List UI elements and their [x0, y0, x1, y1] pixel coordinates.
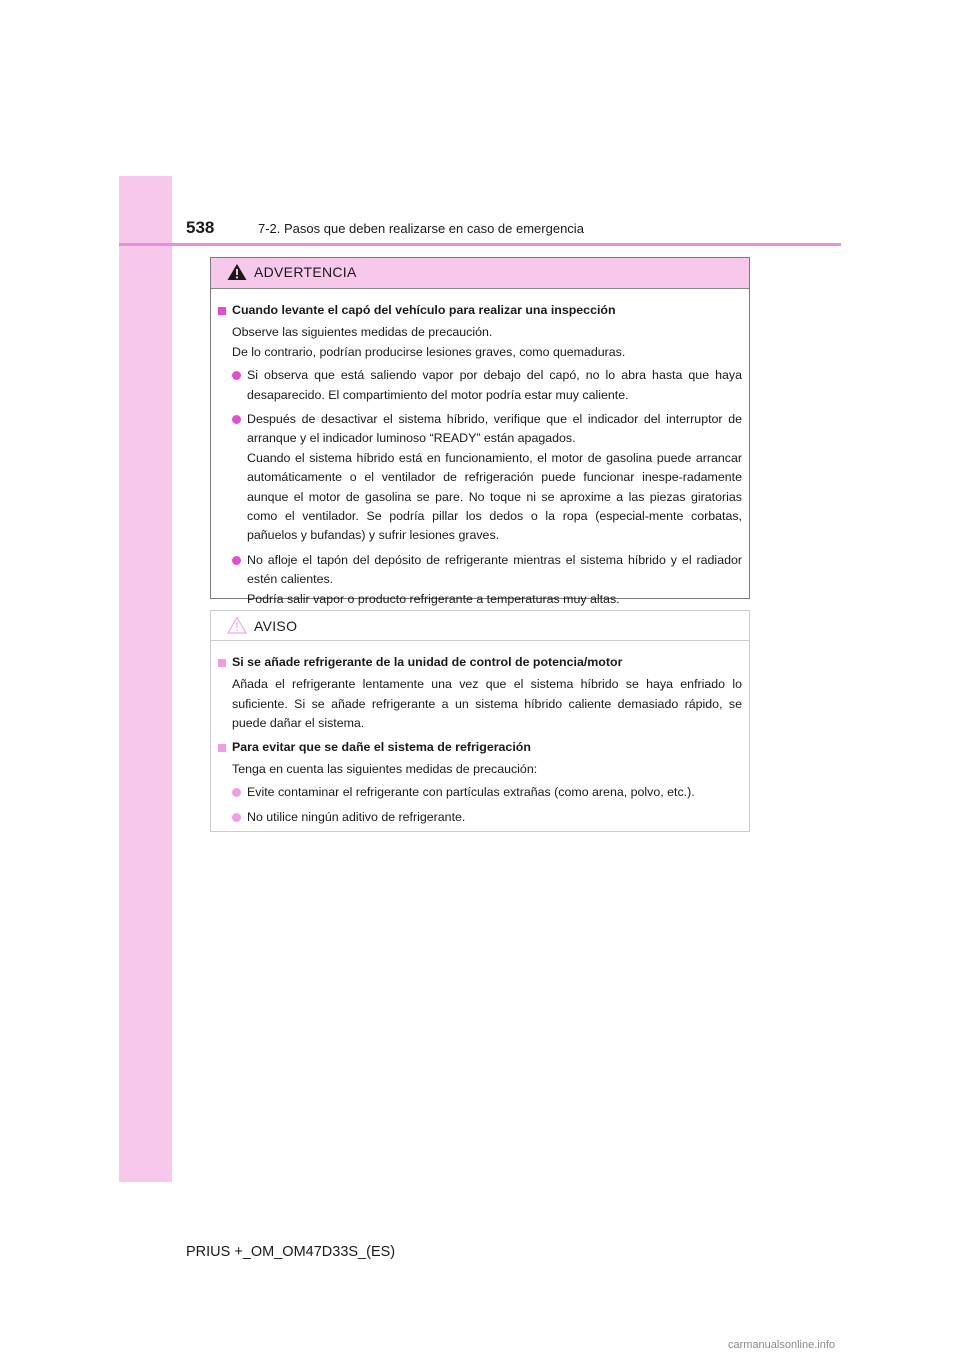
- notice-item-text: Tenga en cuenta las siguientes medidas de precaución:: [232, 762, 538, 777]
- notice-bullet: Evite contaminar el refrigerante con partículas extrañas (como arena, polvo, etc.).: [218, 783, 742, 802]
- notice-box-header: [211, 611, 749, 641]
- notice-item: [218, 653, 742, 734]
- side-color-strip: [119, 176, 172, 1182]
- notice-item-text: Añada el refrigerante lentamente una vez que el sistema híbrido se haya enfriado lo suficiente. Si se añade refrigerante a un sistema híbrido caliente demasiado rápido, se puede dañar el sistema.: [232, 677, 742, 731]
- warning-bullet: Si observa que está saliendo vapor por debajo del capó, no lo abra hasta que haya desaparecido. El compartimiento del motor podría estar muy caliente.: [218, 366, 742, 405]
- warning-box-body: [211, 289, 749, 609]
- section-title: 7-2. Pasos que deben realizarse en caso de emergencia: [258, 221, 584, 236]
- square-bullet-icon: [218, 307, 226, 315]
- footer-doc-code: PRIUS +_OM_OM47D33S_(ES): [186, 1244, 396, 1260]
- watermark: carmanualsonline.info: [728, 1339, 836, 1351]
- warning-box-label: ADVERTENCIA: [254, 264, 357, 280]
- warning-triangle-filled-icon: [227, 263, 247, 281]
- warning-item-intro: Observe las siguientes medidas de precaución. De lo contrario, podrían producirse lesiones graves, como quemaduras.: [232, 325, 626, 359]
- page-number: 538: [186, 218, 215, 237]
- notice-box-label: AVISO: [254, 618, 298, 634]
- square-bullet-icon: [218, 659, 226, 667]
- warning-item: [218, 301, 742, 609]
- notice-item-title: Para evitar que se dañe el sistema de refrigeración: [218, 738, 742, 757]
- warning-item-title: Cuando levante el capó del vehículo para realizar una inspección: [218, 301, 742, 320]
- round-bullet-icon: [232, 788, 241, 797]
- header-divider: [119, 243, 841, 246]
- warning-triangle-outline-icon: [227, 616, 247, 634]
- warning-bullet: Después de desactivar el sistema híbrido, verifique que el indicador del interruptor de arranque y el indicador luminoso “READY” están apagados. Cuando el sistema híbrido está en funcionamiento, el motor de gasolina puede arrancar automáticamente o el ventilador de refrigeración puede funcionar inespe-radamente aunque el motor de gasolina se pare. No toque ni se aproxime a las piezas giratorias como el ventilador. Se podría pillar los dedos o la ropa (especial-mente corbatas, pañuelos y bufandas) y sufrir lesiones graves.: [218, 410, 742, 546]
- notice-item: [218, 738, 742, 828]
- warning-box-header: [211, 258, 749, 289]
- notice-item-title: Si se añade refrigerante de la unidad de control de potencia/motor: [218, 653, 742, 672]
- round-bullet-icon: [232, 813, 241, 822]
- notice-box: [210, 610, 750, 832]
- round-bullet-icon: [232, 415, 241, 424]
- round-bullet-icon: [232, 371, 241, 380]
- round-bullet-icon: [232, 556, 241, 565]
- warning-box: [210, 257, 750, 606]
- warning-bullet: No afloje el tapón del depósito de refrigerante mientras el sistema híbrido y el radiador estén calientes. Podría salir vapor o producto refrigerante a temperaturas muy altas.: [218, 551, 742, 609]
- notice-box-body: [211, 641, 749, 827]
- square-bullet-icon: [218, 744, 226, 752]
- notice-bullet: No utilice ningún aditivo de refrigerante.: [218, 808, 742, 827]
